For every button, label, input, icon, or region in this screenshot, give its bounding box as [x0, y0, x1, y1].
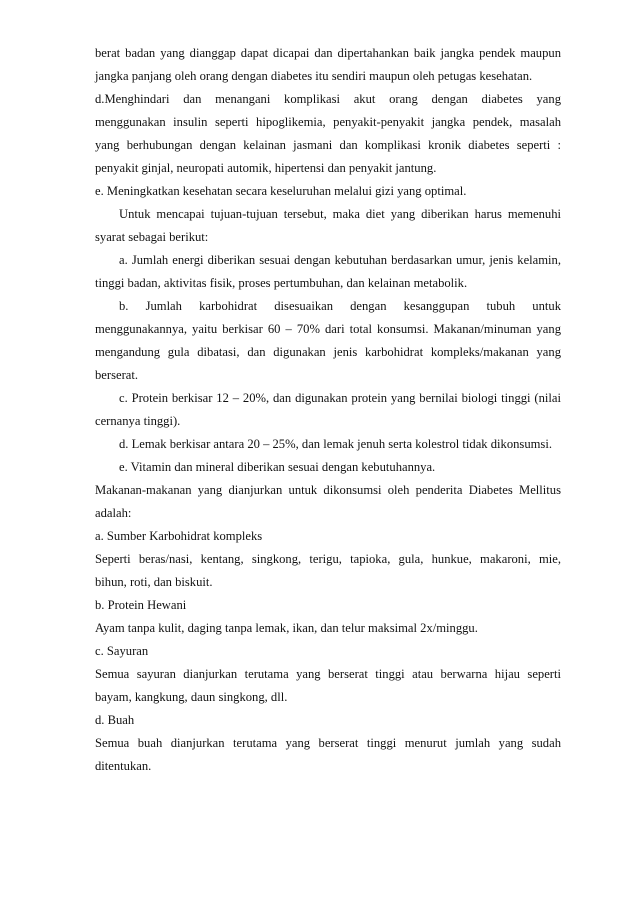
text-line: d. Buah	[95, 713, 135, 727]
text-line: syarat sebagai berikut:	[95, 230, 209, 244]
text-line: berat badan yang dianggap dapat dicapai dan dipertahankan baik jangka pendek maupun	[95, 46, 561, 60]
text-line: a. Sumber Karbohidrat kompleks	[95, 529, 263, 543]
text-line: d. Lemak berkisar antara 20 – 25%, dan lemak jenuh serta kolestrol tidak dikonsumsi.	[119, 437, 552, 451]
document-page	[95, 42, 561, 778]
text-line: Ayam tanpa kulit, daging tanpa lemak, ikan, dan telur maksimal 2x/minggu.	[95, 621, 478, 635]
text-line: mengandung gula dibatasi, dan digunakan jenis karbohidrat kompleks/makanan yang	[95, 345, 561, 359]
text-line: b. Protein Hewani	[95, 598, 187, 612]
text-line: bihun, roti, dan biskuit.	[95, 575, 213, 589]
text-line: tinggi badan, aktivitas fisik, proses pertumbuhan, dan kelainan metabolik.	[95, 276, 468, 290]
text-line: Semua buah dianjurkan terutama yang berserat tinggi menurut jumlah yang sudah	[95, 736, 561, 750]
text-line: e. Meningkatkan kesehatan secara keseluruhan melalui gizi yang optimal.	[95, 184, 467, 198]
text-line: Untuk mencapai tujuan-tujuan tersebut, maka diet yang diberikan harus memenuhi	[119, 207, 561, 221]
text-line: a. Jumlah energi diberikan sesuai dengan kebutuhan berdasarkan umur, jenis kelamin,	[119, 253, 561, 267]
text-line: yang berhubungan dengan kelainan jasmani dan komplikasi kronik diabetes seperti :	[95, 138, 561, 152]
text-line: menggunakan insulin seperti hipoglikemia, penyakit-penyakit jangka pendek, masalah	[95, 115, 561, 129]
text-line: jangka panjang oleh orang dengan diabetes itu sendiri maupun oleh petugas kesehatan.	[95, 69, 533, 83]
text-line: bayam, kangkung, daun singkong, dll.	[95, 690, 288, 704]
text-line: Semua sayuran dianjurkan terutama yang berserat tinggi atau berwarna hijau seperti	[95, 667, 561, 681]
text-line: b. Jumlah karbohidrat disesuaikan dengan kesanggupan tubuh untuk	[119, 299, 561, 313]
text-line: ditentukan.	[95, 759, 152, 773]
text-line: penyakit ginjal, neuropati automik, hipertensi dan penyakit jantung.	[95, 161, 437, 175]
text-line: menggunakannya, yaitu berkisar 60 – 70% dari total konsumsi. Makanan/minuman yang	[95, 322, 561, 336]
text-line: Makanan-makanan yang dianjurkan untuk dikonsumsi oleh penderita Diabetes Mellitus	[95, 483, 561, 497]
text-line: adalah:	[95, 506, 132, 520]
text-line: c. Protein berkisar 12 – 20%, dan digunakan protein yang bernilai biologi tinggi (nilai	[119, 391, 561, 405]
text-line: berserat.	[95, 368, 139, 382]
text-line: e. Vitamin dan mineral diberikan sesuai dengan kebutuhannya.	[119, 460, 436, 474]
text-line: cernanya tinggi).	[95, 414, 181, 428]
text-line: Seperti beras/nasi, kentang, singkong, terigu, tapioka, gula, hunkue, makaroni, mie,	[95, 552, 561, 566]
text-line: c. Sayuran	[95, 644, 149, 658]
text-line: d.Menghindari dan menangani komplikasi akut orang dengan diabetes yang	[95, 92, 561, 106]
